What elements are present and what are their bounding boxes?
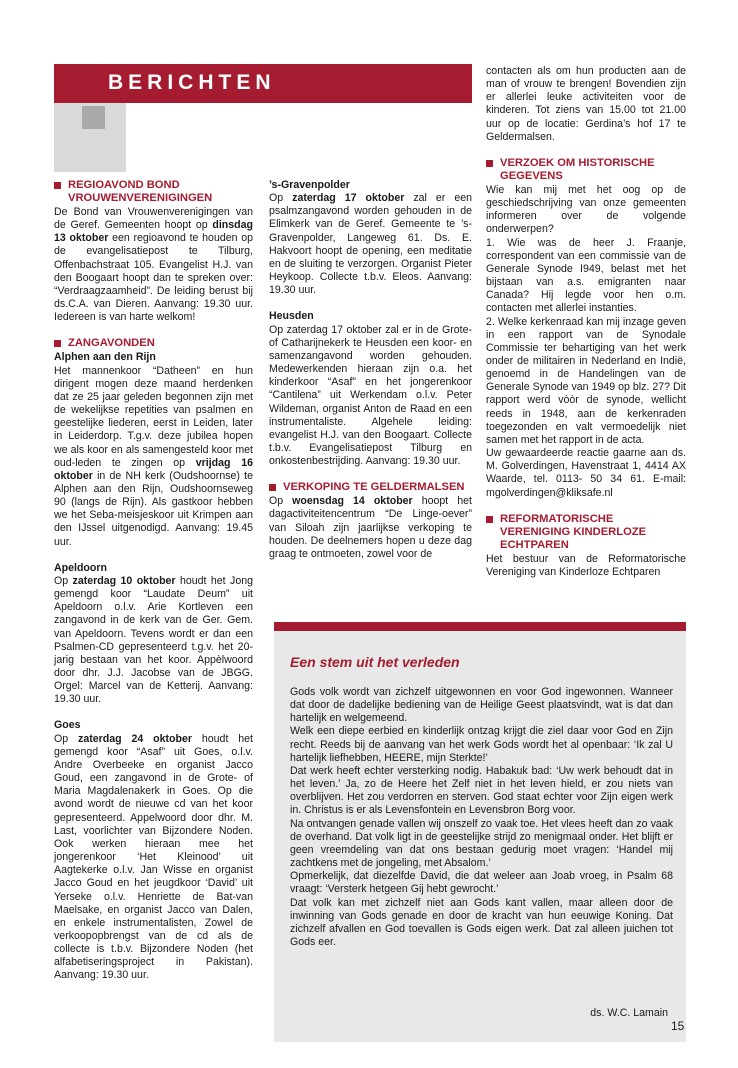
paragraph: Op zaterdag 17 oktober zal er een psalmzangavond worden gehouden in de Elimkerk van de Geref. Gemeente te ’s-Gravenpolder, Langeweg 61. Ds. E. Hakvoort hoopt de opening, een meditatie en de sluiting te verzorgen. Organist Pieter Heykoop. Collecte t.b.v. Eleos. Aanvang: 19.30 uur.	[269, 192, 472, 297]
column-1	[54, 179, 253, 983]
section-heading-regioavond: REGIOAVOND BOND VROUWENVERENIGINGEN	[54, 179, 253, 205]
quote-line: Opmerkelijk, dat diezelfde David, die dat weleer aan Joab vroeg, in Psalm 68 vraagt: ‘Versterk hetgeen Gij hebt gewrocht.’	[290, 870, 673, 896]
bullet-square-icon	[486, 516, 493, 523]
quote-text	[290, 686, 673, 949]
paragraph: contacten als om hun producten aan de man of vrouw te brengen! Bovendien zijn er allerlei leuke activiteiten voor de kinderen. Tot ziens van 15.00 tot 21.00 uur op de locatie: Gerdina’s hof 17 te Geldermalsen.	[486, 65, 686, 143]
section-heading-historisch: VERZOEK OM HISTORISCHE GEGEVENS	[486, 157, 686, 183]
quote-signature: ds. W.C. Lamain	[590, 1007, 668, 1019]
paragraph: Op zaterdag 17 oktober zal er in de Grote- of Catharijnekerk te Heusden een koor- en samenzangavond worden gehouden. Medewerkenden hieraan zijn o.a. het kinderkoor “Asaf” en het jongerenkoor “Cantilena” uit Werkendam o.l.v. Peter Wildeman, organist Anton de Raad en een instrumentaliste. Algehele leiding: evangelist H.J. van den Boogaart. Collecte t.b.v. Evangelisatiepost Tilburg en onkostenbestrijding. Aanvang: 19.30 uur.	[269, 323, 472, 468]
paragraph: Op zaterdag 10 oktober houdt het Jong gemengd koor “Laudate Deum” uit Apeldoorn o.l.v. Arie Kortleven een zangavond in de kerk van de Ger. Gem. van Apeldoorn. Tevens wordt er dan een Psalmen-CD gepresenteerd t.g.v. het 20-jarig bestaan van het koor. Appèlwoord door dhr. J.J. Jacobse van de JBGG. Orgel: Marcel van de Ketterij. Aanvang: 19.30 uur.	[54, 574, 253, 706]
paragraph: 1. Wie was de heer J. Fraanje, correspondent van een commissie van de Generale Synode I949, belast met het bijstaan van a.s. emigranten naar Canada? Hij legde voor hen o.m. contacten met allerlei instanties.	[486, 236, 686, 315]
subheading: Heusden	[269, 310, 314, 323]
paragraph: Wie kan mij met het oog op de geschiedschrijving van onze gemeenten informeren over de volgende onderwerpen?	[486, 183, 686, 236]
bullet-square-icon	[486, 160, 493, 167]
bullet-square-icon	[54, 182, 61, 189]
paragraph: Het bestuur van de Reformatorische Vereniging van Kinderloze Echtparen	[486, 552, 686, 578]
section-heading-verkoping: VERKOPING TE GELDERMALSEN	[269, 481, 472, 494]
quote-line: Na ontvangen genade vallen wij onszelf zo vaak toe. Het vlees heeft dan zo vaak de overhand. Dat volk ligt in de geestelijke strijd zo menigmaal onder. Het blijft er geen vreemdeling van dat ons bestaan gedurig moet vragen: ‘Handel mij zachtkens met de jongeling, met Absalom.’	[290, 817, 673, 870]
subheading: Alphen aan den Rijn	[54, 351, 156, 364]
page-number: 15	[671, 1019, 685, 1033]
section-heading-zangavonden: ZANGAVONDEN	[54, 337, 253, 350]
paragraph: De Bond van Vrouwenverenigingen van de Geref. Gemeenten hoopt op dinsdag 13 oktober een regioavond te houden op de evangelisatiepost te Tilburg, Offenbachstraat 105. Evangelist H.J. van den Boogaart hoopt dan te spreken over: “Verdraagzaamheid”. De leiding berust bij ds.C.A. van Dieren. Aanvang: 19.30 uur. Iedereen is van harte welkom!	[54, 206, 254, 324]
quote-line: Dat volk kan met zichzelf niet aan Gods kant vallen, maar alleen door de inwinning van Gods genade en door de kracht van hun eeuwige Koning. Dat zichzelf afvallen en God toevallen is Gods eigen werk. Dat zal alleen juichen tot Gods eer.	[290, 896, 673, 948]
paragraph: Op zaterdag 24 oktober houdt het gemengd koor “Asaf” uit Goes, o.l.v. Andre Overbeeke en organist Jacco Goud, een zangavond in de Grote- of Maria Magdalenakerk in Goes. Op die avond wordt de nieuwe cd van het koor gepresenteerd. Appelwoord door dhr. M. Last, voorlichter van Bijzondere Noden. Ook werken hieraan mee het jongerenkoor ‘Het Kleinood’ uit Aagtekerke o.l.v. Jan Wisse en organist Jacco Goud en het jeugdkoor ‘David’ uit Yerseke o.l.v. Henriette de Bat-van Maelsake, en organist Jacco van Dalen, en enkele instrumentalisten, Zowel de verkoopopbrengst van de cd als de collecte is t.b.v. Bijzondere Noden (het alfabetiseringsproject in Pakistan). Aanvang: 19.30 uur.	[54, 732, 254, 982]
page-title: BERICHTEN	[108, 71, 276, 94]
section-heading-kinderloze: REFORMATORISCHE VERENIGING KINDERLOZE ECHTPAREN	[486, 513, 686, 552]
quote-line: Dat werk heeft echter versterking nodig. Habakuk bad: ‘Uw werk behoudt dat in het leven.’ Ja, zo de Heere het Zelf niet in het leven hield, er zou niets van overblijven. Het zou verdorren en sterven. God staat echter voor Zijn eigen werk in. Christus is er als Levensfontein en Levensbron Borg voor.	[290, 764, 673, 817]
paragraph: 2. Welke kerkenraad kan mij inzage geven in een rapport van de Synodale Commissie ter behartiging van het werk onder de militairen in Nederland en Indië, genoemd in de Handelingen van de Generale Synode van 1949 op blz. 27? Dit rapport werd vòòr de synode, wellicht reeds in 1948, aan de kerkenraden toegezonden en valt vermoedelijk niet samen met het rapport in de acta.	[486, 315, 686, 446]
column-3	[486, 65, 686, 579]
subheading: ’s-Gravenpolder	[269, 179, 350, 191]
quote-title: Een stem uit het verleden	[290, 654, 460, 670]
subheading: Apeldoorn	[54, 561, 107, 574]
bullet-square-icon	[54, 340, 61, 347]
quote-line: Gods volk wordt van zichzelf uitgewonnen en voor God ingewonnen. Wanneer dat door de dadelijke bediening van de Heilige Geest plaatsvindt, wat is dat dan hartelijk en welgemeend.	[290, 686, 673, 725]
column-2	[269, 179, 472, 561]
quote-top-bar	[274, 622, 686, 631]
header-dark-square	[82, 106, 105, 129]
paragraph: Uw gewaardeerde reactie gaarne aan ds. M. Golverdingen, Havenstraat 1, 4414 AX Waarde, tel. 0113- 50 34 61. E-mail: mgolverdingen@kliksafe.nl	[486, 447, 686, 499]
paragraph: Op woensdag 14 oktober hoopt het dagactiviteitencentrum “De Linge-oever” van Siloah zijn jaarlijkse verkoping te houden. De deelnemers hopen u deze dag graag te ontmoeten, zowel voor de	[269, 495, 472, 560]
subheading: Goes	[54, 719, 81, 732]
paragraph: Het mannenkoor “Datheen” en hun dirigent mogen deze maand herdenken dat ze 25 jaar geleden begonnen zijn met de wekelijkse repetities van psalmen en geestelijke liederen, eerst in Leiden, later in Leiderdorp. T.g.v. deze jubilea hopen we als koor en als samengesteld koor met oud-leden te zingen op vrijdag 16 oktober in de NH kerk (Oudshoornse) te Alphen aan den Rijn, Oudshoornseweg 90 (langs de Rijn). Als gastkoor hebben we het Seba-meisjeskoor uit Krimpen aan den IJssel uitgenodigd. Aanvang: 19.45 uur.	[54, 364, 254, 548]
bullet-square-icon	[269, 484, 276, 491]
quote-line: Welk een diepe eerbied en kinderlijk ontzag krijgt die ziel daar voor God en Zijn recht. Reeds bij de aanvang van het werk Gods wordt het al openbaar: ‘Ik zal U hartelijk liefhebben, HEERE, mijn Sterkte!’	[290, 725, 673, 764]
